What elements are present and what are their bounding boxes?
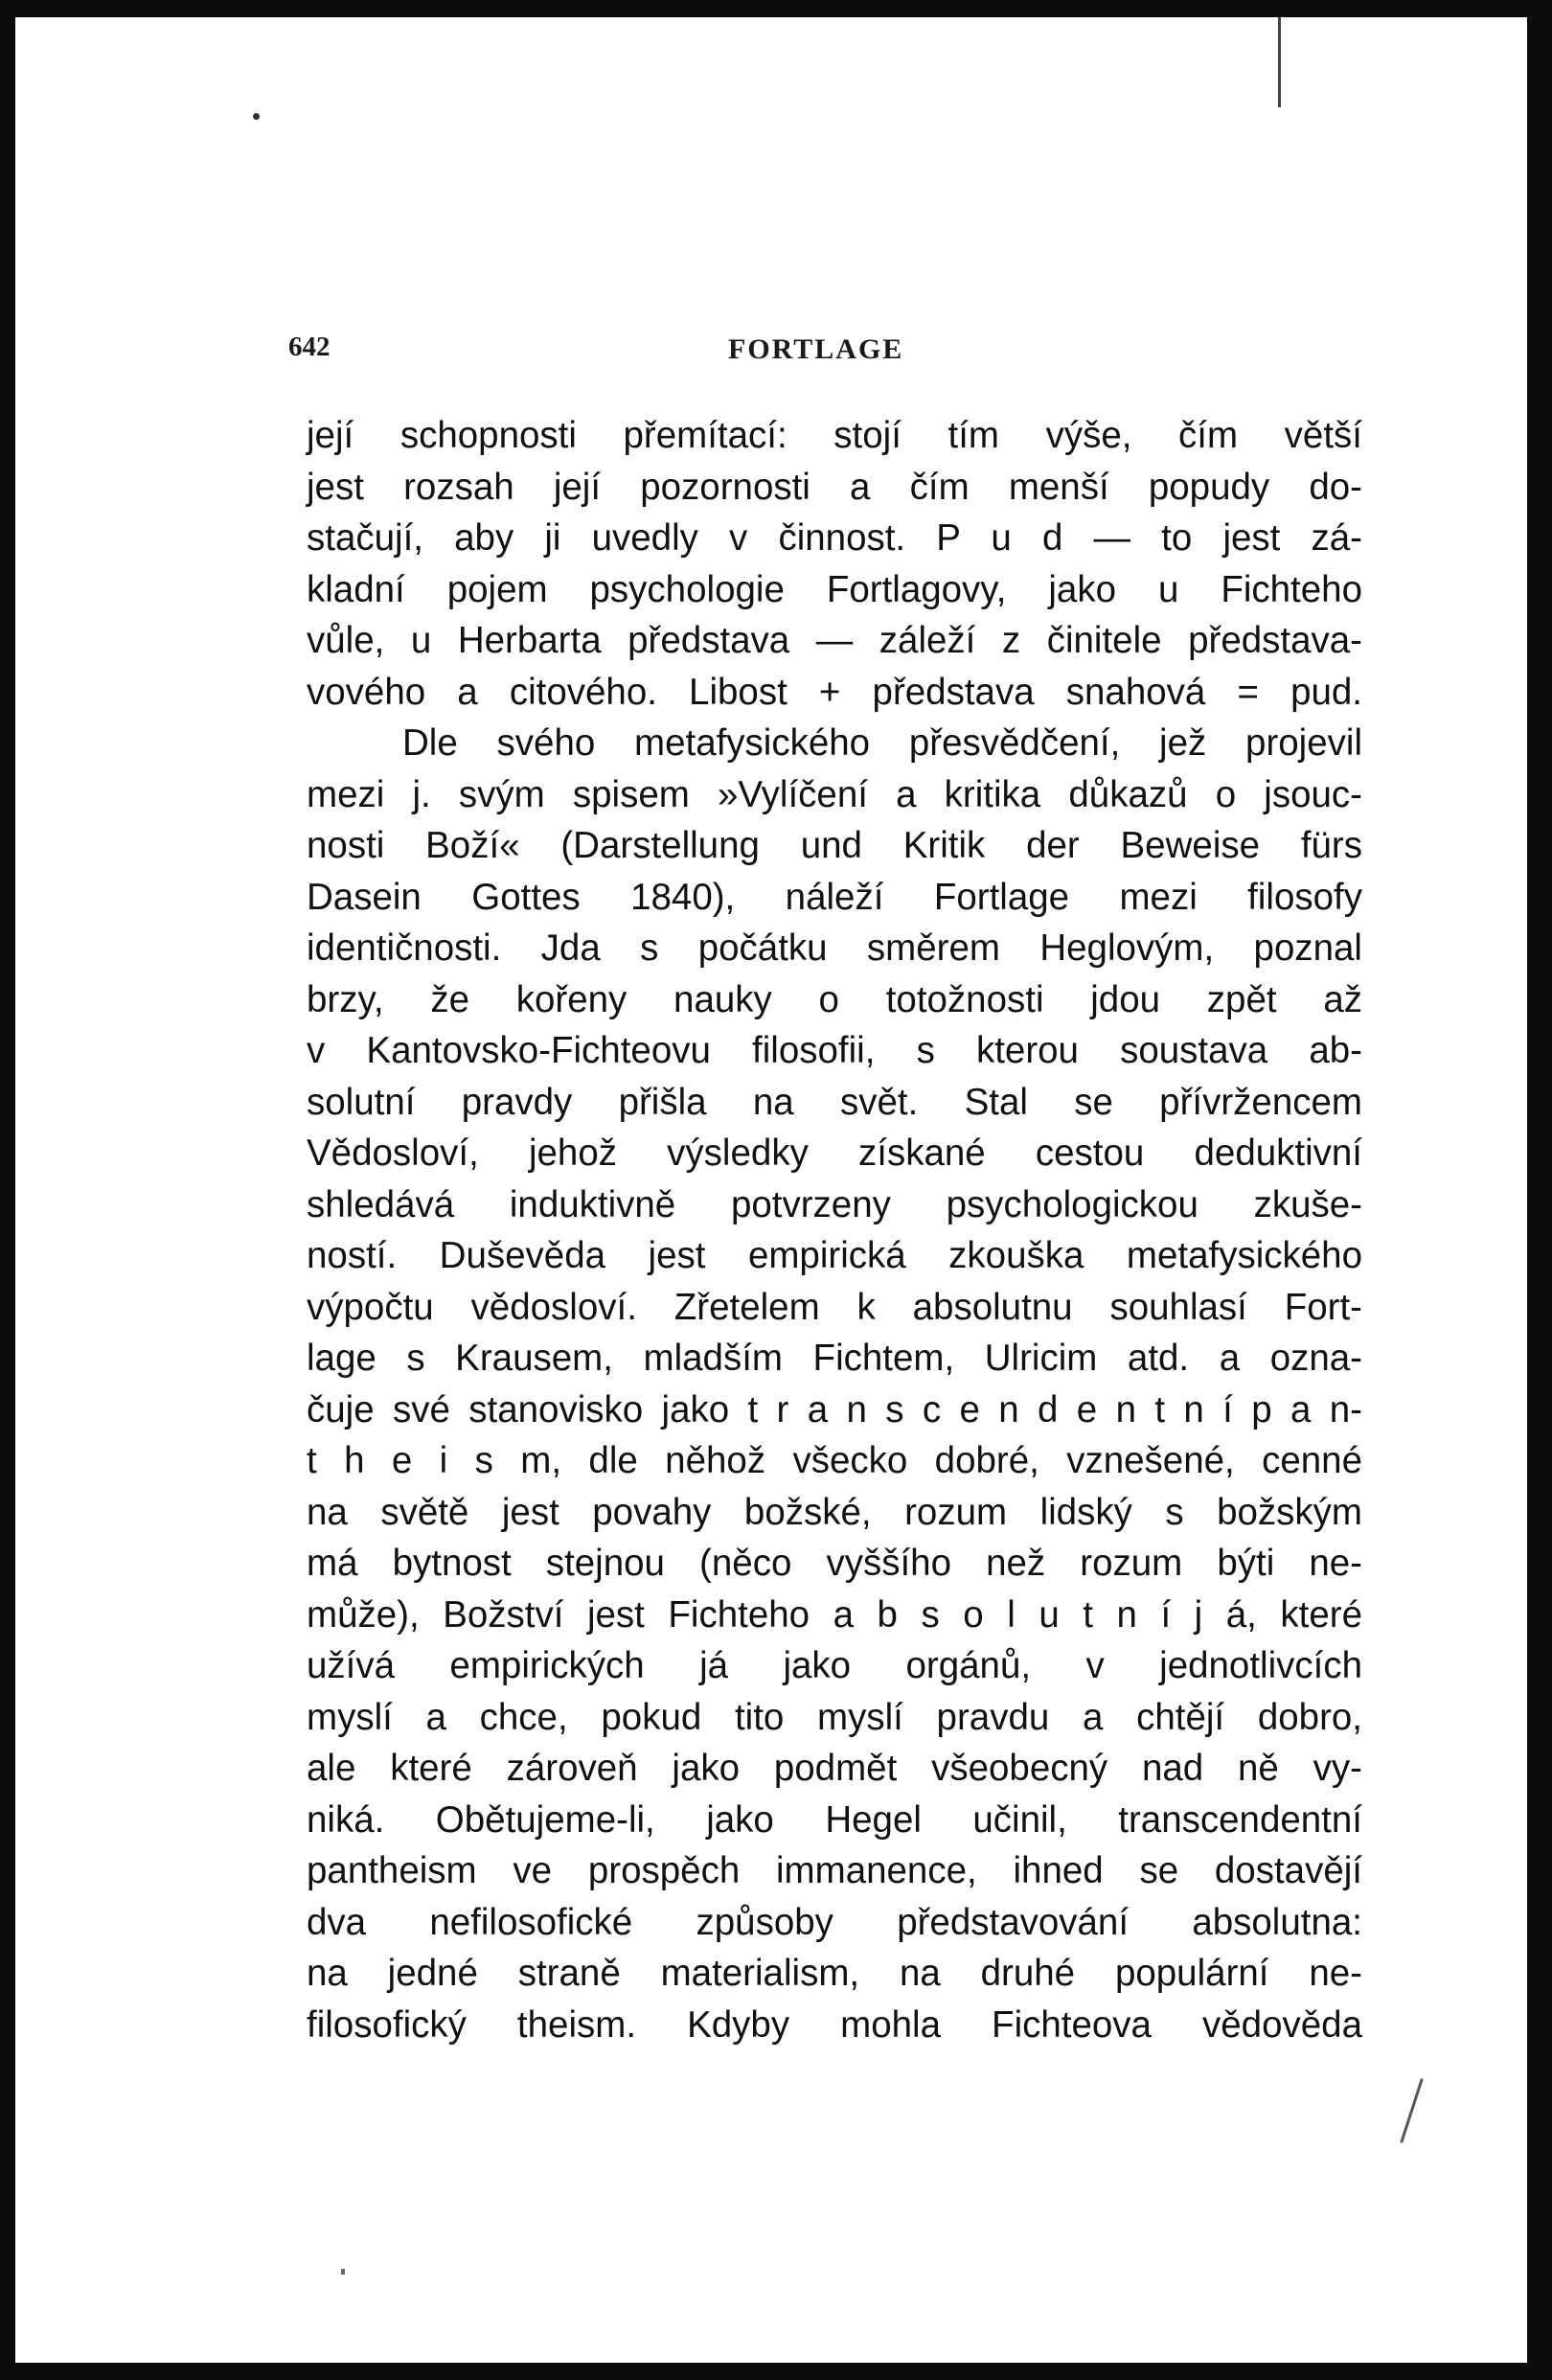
text-line: výpočtu vědosloví. Zřetelem k absolutnu souhlasí Fort- (307, 1286, 1362, 1328)
page-header (15, 324, 1527, 381)
text-line: její schopnosti přemítací: stojí tím výše, čím větší (307, 415, 1362, 456)
text-line: stačují, aby ji uvedly v činnost. P u d — to jest zá- (307, 517, 1362, 559)
text-line: ale které zároveň jako podmět všeobecný nad ně vy- (307, 1748, 1362, 1789)
text-line: v Kantovsko-Fichteovu filosofii, s kterou soustava ab- (307, 1030, 1362, 1071)
text-line: brzy, že kořeny nauky o totožnosti jdou zpět až (307, 978, 1362, 1020)
text-line: kladní pojem psychologie Fortlagovy, jako u Fichteho (307, 568, 1362, 610)
text-line: identičnosti. Jda s počátku směrem Heglovým, poznal (307, 927, 1362, 969)
speck-mark (253, 113, 260, 120)
text-line: má bytnost stejnou (něco vyššího než rozum býti ne- (307, 1543, 1362, 1584)
text-line: vůle, u Herbarta představa — záleží z činitele představa- (307, 620, 1362, 661)
pencil-mark (1400, 2078, 1423, 2143)
text-line: Vědosloví, jehož výsledky získané cestou deduktivní (307, 1133, 1362, 1174)
text-line: užívá empirických já jako orgánů, v jednotlivcích (307, 1645, 1362, 1686)
text-line: jest rozsah její pozornosti a čím menší popudy do- (307, 466, 1362, 508)
text-line: čuje své stanovisko jako t r a n s c e n d e n t n í p a n- (307, 1388, 1362, 1430)
text-line: solutní pravdy přišla na svět. Stal se přívržencem (307, 1081, 1362, 1123)
book-page (15, 17, 1527, 2363)
text-line: může), Božství jest Fichteho a b s o l u t n í j á, které (307, 1593, 1362, 1636)
speck-mark (341, 2269, 345, 2275)
text-line: niká. Obětujeme-li, jako Hegel učinil, transcendentní (307, 1798, 1362, 1841)
text-line: shledává induktivně potvrzeny psychologickou zkuše- (307, 1183, 1362, 1225)
text-line: na jedné straně materialism, na druhé populární ne- (307, 1953, 1362, 1994)
text-line: myslí a chce, pokud tito myslí pravdu a chtějí dobro, (307, 1696, 1362, 1738)
page-edge-mark (1278, 17, 1281, 107)
text-line: filosofický theism. Kdyby mohla Fichteova vědověda (307, 2003, 1362, 2046)
text-line: lage s Krausem, mladším Fichtem, Ulricim atd. a ozna- (307, 1338, 1362, 1379)
text-line: vového a citového. Libost + představa snahová = pud. (307, 671, 1362, 713)
running-title: FORTLAGE (728, 333, 904, 365)
text-line: t h e i s m, dle něhož všecko dobré, vznešené, cenné (307, 1440, 1362, 1481)
text-line: mezi j. svým spisem »Vylíčení a kritika důkazů o jsouc- (307, 773, 1362, 815)
text-line: na světě jest povahy božské, rozum lidský s božským (307, 1491, 1362, 1533)
page-number: 642 (288, 332, 331, 362)
text-line: Dle svého metafysického přesvědčení, jež projevil (402, 722, 1362, 764)
text-line: Dasein Gottes 1840), náleží Fortlage mezi filosofy (307, 876, 1362, 918)
body-text (307, 410, 1362, 2050)
text-line: dva nefilosofické způsoby představování absolutna: (307, 1901, 1362, 1943)
text-line: pantheism ve prospěch immanence, ihned se dostavějí (307, 1850, 1362, 1891)
text-line: nosti Boží« (Darstellung und Kritik der Beweise fürs (307, 825, 1362, 866)
text-line: ností. Duševěda jest empirická zkouška metafysického (307, 1235, 1362, 1276)
